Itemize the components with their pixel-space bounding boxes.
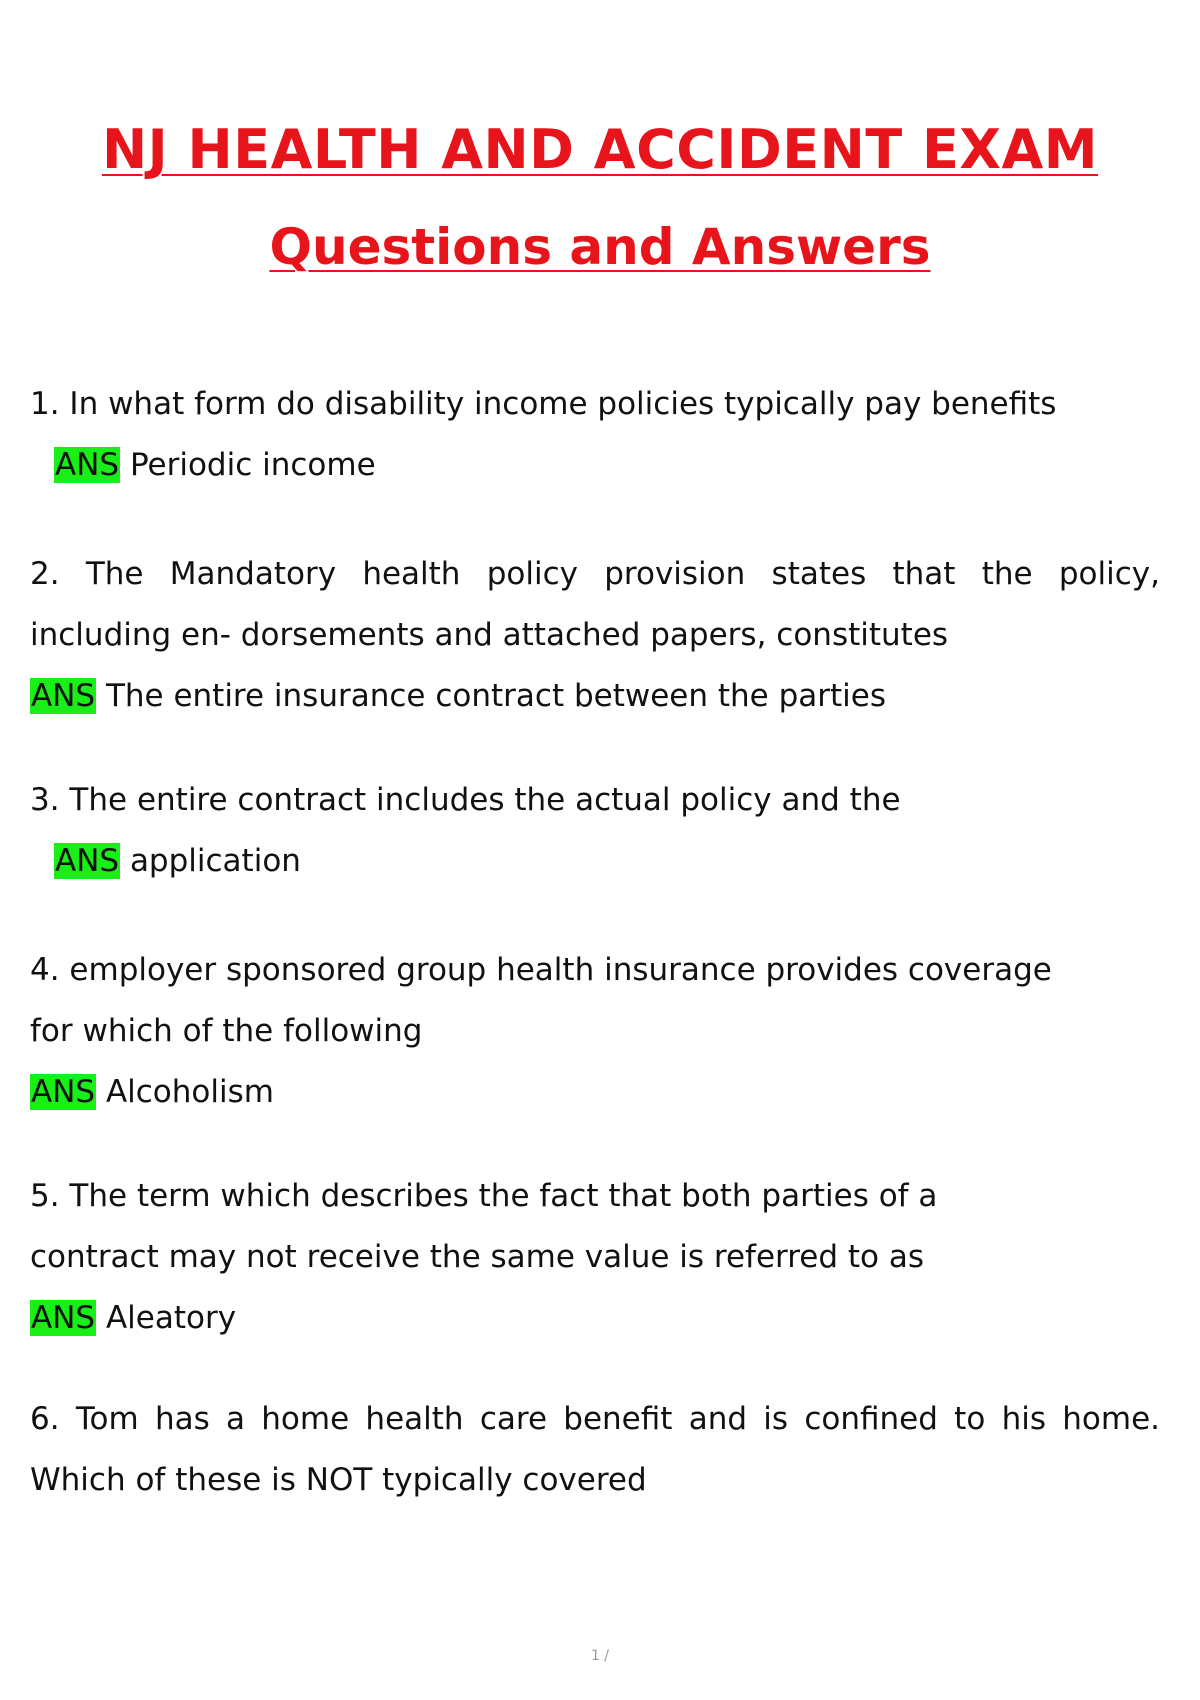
question-text: including en- dorsements and attached papers, constitutes (30, 617, 949, 653)
question-text: 3. The entire contract includes the actual policy and the (30, 782, 901, 818)
answer-text: application (129, 843, 301, 879)
page-number: 1 / (590, 1648, 610, 1664)
answer-line (30, 1062, 1160, 1123)
answer-text: Aleatory (105, 1300, 237, 1336)
question-text: contract may not receive the same value is referred to as (30, 1239, 925, 1275)
answer-line (30, 666, 1160, 727)
answer-line (30, 435, 1160, 496)
question-text: 1. In what form do disability income policies typically pay benefits (30, 386, 1057, 422)
question-item-2 (30, 544, 1160, 727)
question-item-4 (30, 940, 1160, 1123)
question-text: 6. Tom has a home health care benefit and is confined to his home. (30, 1401, 1160, 1437)
answer-text: Alcoholism (105, 1074, 274, 1110)
question-text: Which of these is NOT typically covered (30, 1462, 647, 1498)
answer-label: ANS (31, 678, 96, 714)
answer-label: ANS (31, 1074, 96, 1110)
answer-label: ANS (55, 447, 120, 483)
question-text: 4. employer sponsored group health insurance provides coverage (30, 952, 1052, 988)
answer-text: The entire insurance contract between the parties (105, 678, 886, 714)
question-text: 5. The term which describes the fact that both parties of a (30, 1178, 938, 1214)
question-item-5 (30, 1166, 1160, 1349)
question-text: 2. The Mandatory health policy provision states that the policy, (30, 556, 1160, 592)
question-item-1 (30, 374, 1160, 496)
question-item-6 (30, 1389, 1160, 1511)
document-title: NJ HEALTH AND ACCIDENT EXAM (101, 118, 1099, 181)
document-subtitle: Questions and Answers (269, 218, 931, 276)
answer-label: ANS (55, 843, 120, 879)
answer-label: ANS (31, 1300, 96, 1336)
question-item-3 (30, 770, 1160, 892)
answer-line (30, 1288, 1160, 1349)
answer-line (30, 831, 1160, 892)
answer-text: Periodic income (129, 447, 376, 483)
question-text: for which of the following (30, 1013, 423, 1049)
